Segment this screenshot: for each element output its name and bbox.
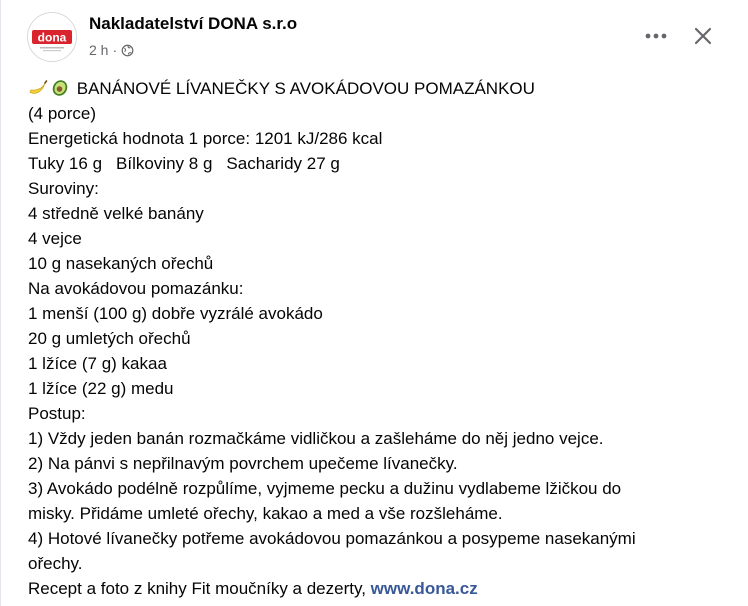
recipe-title-line (28, 76, 728, 101)
energy-value: Energetická hodnota 1 porce: 1201 kJ/286 kcal (28, 129, 383, 148)
dona-logo (28, 13, 76, 61)
more-dots-icon (645, 33, 667, 39)
footer-line (28, 576, 728, 601)
avatar-logo-text: dona (37, 30, 67, 45)
post-header (1, 0, 748, 72)
step-line: 3) Avokádo podélně rozpůlíme, vyjmeme pecku a dužinu vydlabeme lžičkou do (28, 479, 622, 498)
page-avatar[interactable] (27, 12, 77, 62)
ingredient-item: 4 středně velké banány (28, 204, 204, 223)
footer-text: Recept a foto z knihy Fit moučníky a dezerty, (28, 579, 371, 598)
post-timestamp[interactable]: 2 h (89, 42, 109, 58)
globe-icon[interactable] (121, 44, 134, 57)
step-line: misky. Přidáme umleté ořechy, kakao a med a vše rozšleháme. (28, 504, 503, 523)
close-button[interactable] (685, 20, 721, 52)
nutrition-line (28, 151, 728, 176)
page-name-link[interactable]: Nakladatelství DONA s.r.o (89, 14, 298, 33)
ingredients-heading: Suroviny: (28, 179, 99, 198)
avocado-icon (50, 77, 70, 104)
more-options-button[interactable] (638, 22, 674, 50)
spread-item: 1 lžíce (7 g) kakaa (28, 354, 167, 373)
spread-item: 1 lžíce (22 g) medu (28, 379, 174, 398)
spread-item: 1 menší (100 g) dobře vyzrálé avokádo (28, 304, 323, 323)
ingredient-item: 10 g nasekaných ořechů (28, 254, 214, 273)
post-meta (89, 42, 134, 58)
fat-value: Tuky 16 g (28, 154, 103, 173)
protein-value: Bílkoviny 8 g (116, 154, 213, 173)
post-body (28, 76, 728, 601)
portions: (4 porce) (28, 104, 97, 123)
ingredient-item: 4 vejce (28, 229, 82, 248)
step-line: 2) Na pánvi s nepřilnavým povrchem upečeme lívanečky. (28, 454, 458, 473)
step-line: 1) Vždy jeden banán rozmačkáme vidličkou a zašleháme do něj jedno vejce. (28, 429, 604, 448)
spread-item: 20 g umletých ořechů (28, 329, 191, 348)
spread-heading: Na avokádovou pomazánku: (28, 279, 244, 298)
carbs-value: Sacharidy 27 g (226, 154, 340, 173)
recipe-title: BANÁNOVÉ LÍVANEČKY S AVOKÁDOVOU POMAZÁNKOU (76, 79, 535, 98)
meta-separator: · (112, 42, 118, 58)
dona-website-link[interactable]: www.dona.cz (370, 579, 478, 598)
step-line: ořechy. (28, 554, 83, 573)
close-icon (694, 27, 712, 45)
step-line: 4) Hotové lívanečky potřeme avokádovou pomazánkou a posypeme nasekanými (28, 529, 636, 548)
steps-heading: Postup: (28, 404, 86, 423)
